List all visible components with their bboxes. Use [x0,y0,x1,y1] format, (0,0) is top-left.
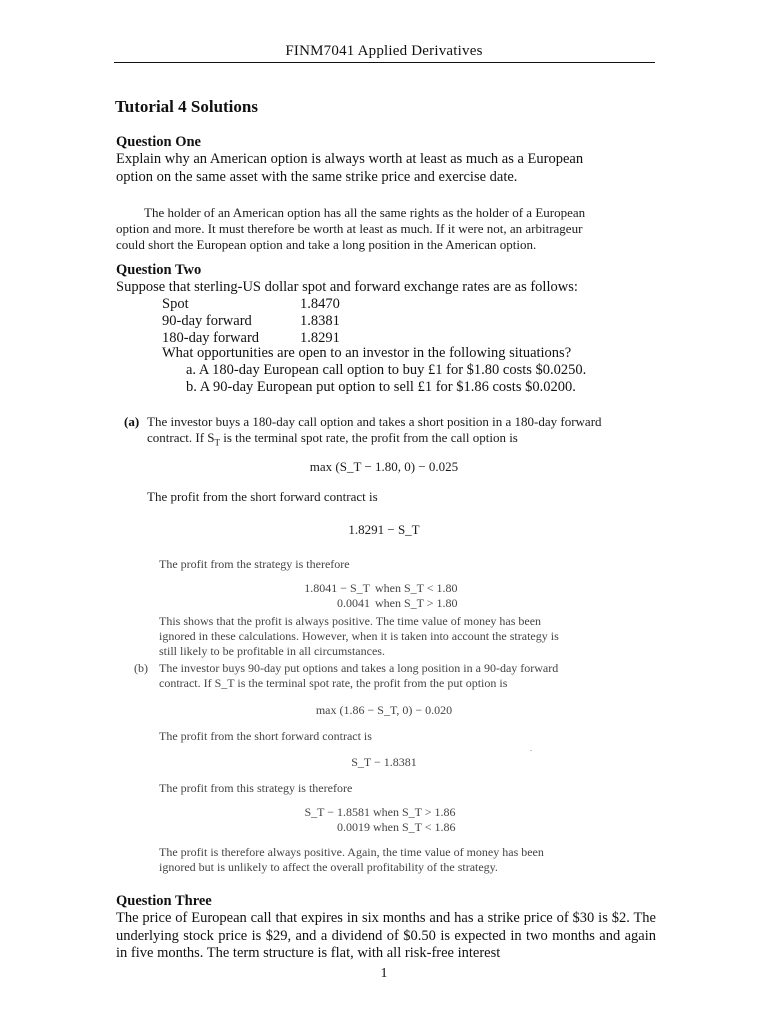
page-number: 1 [380,966,388,981]
answer-line: ignored but is unlikely to affect the overall profitability of the strategy. [159,860,498,874]
strategy-text: The profit from this strategy is therefore [159,781,353,795]
case-expression: 0.0041 [337,596,370,610]
question-two-part-b: b. A 90-day European put option to sell £1 for $1.86 costs $0.0200. [186,379,576,395]
answer-line: contract. If S_T is the terminal spot rate, the profit from the put option is [159,676,508,690]
answer-line: This shows that the profit is always positive. The time value of money has been [159,614,542,628]
question-one-text [116,151,583,186]
question-one-line: option on the same asset with the same strike price and exercise date. [116,168,518,185]
answer-line: contract. If $S_T$ is the terminal spot rate, the profit from the call option is [147,430,518,448]
answer-b-label: (b) [134,661,148,675]
rate-label: 180-day forward [162,330,260,346]
answer-line: could short the European option and take a long position in the American option. [116,237,537,252]
question-two-part-a: a. A 180-day European call option to buy £1 for $1.80 costs $0.0250. [186,362,587,378]
answer-a-conclusion [159,614,559,659]
short-forward-text: The profit from the short forward contract is [147,489,378,504]
equation-forward-profit: 1.8291 − S_T [348,522,420,537]
answer-line: The profit is therefore always positive. Again, the time value of money has been [159,845,544,859]
header-rule [114,62,655,63]
answer-a-label: (a) [124,414,140,429]
case-expression: 1.8041 − S_T [304,581,370,595]
case-expression: 0.0019 [337,820,370,834]
answer-line: The holder of an American option has all the same rights as the holder of a European [144,205,586,220]
page-title: Tutorial 4 Solutions [115,97,258,116]
answer-b-intro [159,661,558,691]
equation-call-profit: max (S_T − 1.80, 0) − 0.025 [309,459,459,474]
case-condition: when S_T < 1.86 [373,820,456,834]
short-forward-text: The profit from the short forward contract is [159,729,372,743]
scan-mark: . [530,744,532,753]
rate-value: 1.8470 [300,296,340,312]
answer-line: ignored in these calculations. However, when it is taken into account the strategy is [159,629,559,643]
answer-line: still likely to be profitable in all circumstances. [159,644,385,658]
rate-value: 1.8381 [300,313,340,329]
case-condition: when S_T > 1.80 [375,596,458,610]
question-three-text: The price of European call that expires in six months and has a strike price of $30 is $2. The underlying stock price is $29, and a dividend of $0.50 is expected in two months and again in five months. The term structure is flat, with all risk-free interest [116,910,656,961]
answer-a-intro [147,414,602,451]
question-one-answer [116,205,585,253]
question-one-line: Explain why an American option is always worth at least as much as a European [116,151,584,167]
rate-label: 90-day forward [162,313,252,329]
question-two-intro: Suppose that sterling-US dollar spot and forward exchange rates are as follows: [116,279,578,295]
question-three-heading: Question Three [116,893,212,909]
rate-value: 1.8291 [300,330,340,346]
answer-line: option and more. It must therefore be worth at least as much. If it were not, an arbitrageur [116,221,583,236]
answer-line: The investor buys 90-day put options and takes a long position in a 90-day forward [159,661,559,675]
question-one-heading: Question One [116,134,201,150]
equation-put-profit: max (1.86 − S_T, 0) − 0.020 [315,703,453,717]
answer-line: The investor buys a 180-day call option and takes a short position in a 180-day forward [147,414,602,429]
question-two-heading: Question Two [116,262,202,278]
case-condition: when S_T > 1.86 [373,805,456,819]
strategy-text: The profit from the strategy is therefore [159,557,350,571]
equation-forward-profit: S_T − 1.8381 [351,755,417,769]
case-condition: when S_T < 1.80 [375,581,458,595]
document-header: FINM7041 Applied Derivatives [285,43,483,59]
case-expression: S_T − 1.8581 [304,805,370,819]
answer-b-conclusion [159,845,544,875]
rate-label: Spot [162,296,189,312]
question-two-prompt: What opportunities are open to an investor in the following situations? [162,345,572,361]
